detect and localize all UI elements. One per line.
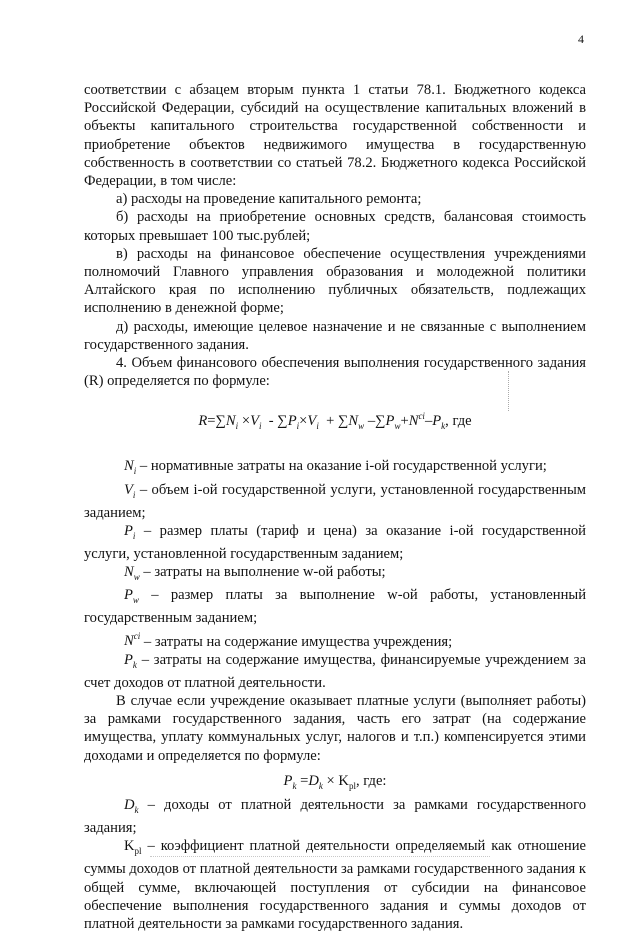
list-item-a: а) расходы на проведение капитального ремонта;: [116, 191, 422, 208]
definition-pi: $P_i$ – размер платы (тариф и цена) за оказание i-ой государственной услуги, установленной государственным заданием;: [84, 522, 586, 562]
definition-dk: $D_k$ – доходы от платной деятельности за рамками государственного задания;: [84, 796, 586, 836]
definition-pw-text: – размер платы за выполнение w-ой работы, установленный государственным заданием;: [84, 587, 586, 627]
definition-ni-text: – нормативные затраты на оказание i-ой государственной услуги;: [139, 458, 547, 475]
definition-pw: $P_w$ – размер платы за выполнение w-ой работы, установленный государственным заданием;: [84, 587, 586, 627]
definition-pk-text: – затраты на содержание имущества, финансируемые учреждением за счет доходов от платной деятельности.: [84, 651, 586, 691]
document-body: [84, 81, 586, 933]
definition-nci: $N^{ci}$ – затраты на содержание имущества учреждения;: [124, 631, 453, 650]
definition-nci-text: – затраты на содержание имущества учреждения;: [143, 633, 453, 650]
definition-nw: $N_w$ – затраты на выполнение w-ой работы;: [124, 564, 386, 583]
intro-paragraph: соответствии с абзацем вторым пункта 1 статьи 78.1. Бюджетного кодекса Российской Федерации, субсидий на осуществление капитальных вложений в объекты капитального строительства государственной собственности и приобретение объектов недвижимого имущества в государственную собственность в соответствии со статьей 78.2. Бюджетного кодекса Российской Федерации, в том числе:: [84, 82, 586, 190]
definition-pi-text: – размер платы (тариф и цена) за оказание i-ой государственной услуги, установленной государственным заданием;: [84, 522, 586, 562]
definition-ni: $N_i$ – нормативные затраты на оказание i-ой государственной услуги;: [124, 458, 547, 477]
definition-nw-text: – затраты на выполнение w-ой работы;: [143, 564, 386, 581]
pk-formula: $P_k =D_k \times K_{pl}$, где:: [283, 772, 387, 791]
main-formula-suffix: , где: [445, 413, 472, 430]
paid-services-text: В случае если учреждение оказывает платные услуги (выполняет работы) за рамками государственного задания, часть его затрат (на содержание имущества, уплату коммунальных услуг, налогов и т.п.) компенсируется этими доходами и определяется по формуле:: [84, 692, 586, 764]
list-item-d: д) расходы, имеющие целевое назначение и не связанные с выполнением государственного задания.: [84, 318, 586, 353]
definition-pk: $P_k$ – затраты на содержание имущества, финансируемые учреждением за счет доходов от платной деятельности.: [84, 651, 586, 691]
list-item-b: б) расходы на приобретение основных средств, балансовая стоимость которых превышает 100 тыс.рублей;: [84, 209, 586, 244]
page-number: 4: [578, 32, 584, 46]
definition-dk-text: – доходы от платной деятельности за рамками государственного задания;: [84, 796, 586, 836]
pk-formula-suffix: , где:: [355, 772, 387, 789]
bottom-scan-artifact: [150, 856, 490, 857]
section-4-text: 4. Объем финансового обеспечения выполнения государственного задания (R) определяется по формуле:: [84, 355, 586, 390]
formula-frame-mark: [508, 371, 510, 411]
definition-vi: $V_i$ – объем i-ой государственной услуги, установленной государственным заданием;: [84, 481, 586, 521]
definition-vi-text: – объем i-ой государственной услуги, установленной государственным заданием;: [84, 481, 586, 521]
main-formula: $R=\sum N_i \times V_i - \sum P_i\times V_i + \sum N_w$ $-\sum P_w+N^{ci}-P_k$, где: [198, 411, 472, 432]
definition-kpl-text: – коэффициент платной деятельности определяемый как отношение суммы доходов от платной деятельности за рамками государственного задания к общей сумме, включающей поступления от субсидии на финансовое обеспечение выполнения государственного задания и суммы доходов от платной деятельности за рамками государственного задания.: [84, 838, 586, 932]
list-item-v: в) расходы на финансовое обеспечение осуществления учреждениями полномочий Главного управления образования и молодежной политики Алтайского края по исполнению публичных обязательств, подлежащих исполнению в денежной форме;: [84, 245, 586, 317]
definition-kpl: $K_{pl}$ – коэффициент платной деятельности определяемый как отношение суммы доходов от платной деятельности за рамками государственного задания к общей сумме, включающей поступления от субсидии на финансовое обеспечение выполнения государственного задания и суммы доходов от платной деятельности за рамками государственного задания.: [84, 838, 586, 932]
